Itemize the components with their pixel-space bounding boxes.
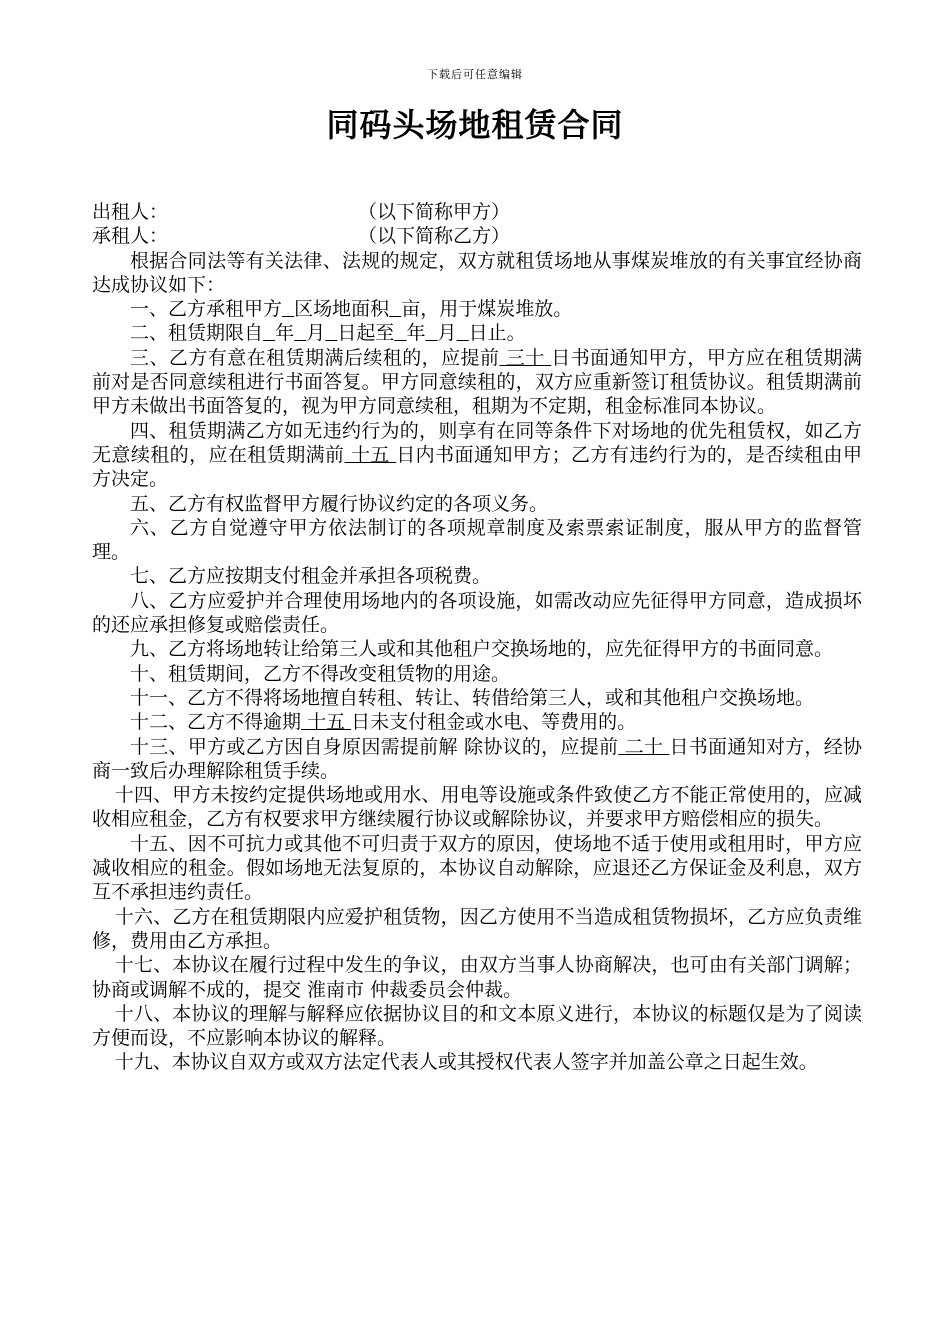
clause-4 [92,419,862,492]
clause-6: 六、乙方自觉遵守甲方依法制订的各项规章制度及索票索证制度，服从甲方的监督管理。 [92,516,862,564]
clause-3-text: 三、乙方有意在租赁期满后续租的，应提前 [130,346,500,369]
blank-end-month [425,322,437,344]
clause-3 [92,346,862,419]
clause-17-text: 十七、本协议在履行过程中发生的争议，由双方当事人协商解决，也可由有关部门调解；协商或调解不成的，提交 [92,954,862,1001]
clause-13 [92,735,862,784]
notice-days-renewal [499,347,551,369]
year-label-2: 年 [406,322,426,345]
lessee-label: 承租人： [92,225,169,248]
termination-days-value: 二十 [624,735,664,758]
month-label-2: 月 [437,322,457,345]
clause-9: 九、乙方将场地转让给第三人或和其他租户交换场地的，应先征得甲方的书面同意。 [130,638,834,661]
clause-16: 十六、乙方在租赁期限内应爱护租赁物，因乙方使用不当造成租赁物损坏，乙方应负责维修，费用由乙方承担。 [92,905,862,952]
clause-11: 十一、乙方不得将场地擅自转租、转让、转借给第三人，或和其他租户交换场地。 [130,686,815,709]
clause-19: 十九、本协议自双方或双方法定代表人或其授权代表人签字并加盖公章之日起生效。 [114,1051,818,1074]
clause-18: 十八、本协议的理解与解释应依据协议目的和文本原义进行，本协议的标题仅是为了阅读方便而设，不应影响本协议的解释。 [92,1002,862,1050]
clause-10: 十、租赁期间，乙方不得改变租赁物的用途。 [130,662,511,685]
notice-days-value: 十五 [350,443,390,466]
notice-days-value: 三十 [505,346,545,369]
overdue-days-value: 十五 [307,711,346,734]
document-title: 同码头场地租赁合同 [326,106,624,144]
contract-body [92,200,862,1075]
lessor-label: 出租人： [92,201,169,223]
arbitration-city: 淮南市 [301,978,371,1001]
lessor-note: （以下简称甲方） [358,201,511,223]
clause-13-text: 十三、甲方或乙方因自身原因需提前解 除协议的，应提前 [130,735,619,758]
clause-2 [92,321,862,345]
clause-3-text-2: 日书面通知甲方，甲方应在租赁期满前对是否同意续租进行书面答复。甲方同意续租的，双方应重新签订租赁协议。租赁期满前甲方未做出书面答复的，视为甲方同意续租，租期为不定期，租金标准同本协议。 [92,346,862,418]
clause-1 [92,297,862,321]
lessee-note: （以下简称乙方） [358,225,511,248]
year-label: 年 [275,322,295,345]
clause-5: 五、乙方有权监督甲方履行协议约定的各项义务。 [130,492,549,515]
clause-1-text: 一、乙方承租甲方 [130,298,283,321]
month-label: 月 [306,322,326,345]
clause-4-text: 四、租赁期满乙方如无违约行为的，则享有在同等条件下对场地的优先租赁权，如乙方无意续租的，应在租赁期满前 [92,419,862,466]
blank-start-day [325,322,337,344]
clause-4-text-2: 日内书面通知甲方；乙方有违约行为的，是否续租由甲方决定。 [92,443,862,491]
clause-13-text-2: 日书面通知对方，经协商一致后办理解除租赁手续。 [92,735,862,782]
blank-area [389,298,401,320]
clause-1-text-2: 区场地面积 [294,298,390,321]
blank-end-year [394,322,406,344]
lessee-line [92,224,862,248]
clause-12 [92,710,862,734]
blank-start-month [294,322,306,344]
clause-8: 八、乙方应爱护并合理使用场地内的各项设施，如需改动应先征得甲方同意，造成损坏的还应承担修复或赔偿责任。 [92,589,862,637]
header-note: 下载后可任意编辑 [427,68,523,81]
overdue-days [301,711,351,733]
clause-17-text-2: 仲裁委员会仲裁。 [370,978,523,1001]
day-end-label: 日止。 [468,322,526,345]
day-to-label: 日起至 [337,322,395,345]
termination-notice-days [618,736,669,758]
blank-start-year [263,322,275,344]
clause-12-text-2: 日未支付租金或水电、等费用的。 [351,711,637,734]
clause-12-text: 十二、乙方不得逾期 [130,711,302,734]
clause-2-text: 二、租赁期限自 [130,322,264,345]
lessor-line [92,200,862,224]
blank-zone [282,298,294,320]
notice-days-nonrenewal [344,444,396,466]
clause-14: 十四、甲方未按约定提供场地或用水、用电等设施或条件致使乙方不能正常使用的，应减收相应租金，乙方有权要求甲方继续履行协议或解除协议，并要求甲方赔偿相应的损失。 [92,784,862,831]
clause-1-text-3: 亩，用于煤炭堆放。 [401,298,573,321]
intro-paragraph: 根据合同法等有关法律、法规的规定，双方就租赁场地从事煤炭堆放的有关事宜经协商达成协议如下： [92,249,862,296]
clause-7: 七、乙方应按期支付租金并承担各项税费。 [130,565,492,588]
clause-17 [92,953,862,1002]
clause-15: 十五、因不可抗力或其他不可归责于双方的原因，使场地不适于使用或租用时，甲方应减收相应的租金。假如场地无法复原的，本协议自动解除，应退还乙方保证金及利息，双方互不承担违约责任。 [92,832,862,904]
blank-end-day [457,322,469,344]
